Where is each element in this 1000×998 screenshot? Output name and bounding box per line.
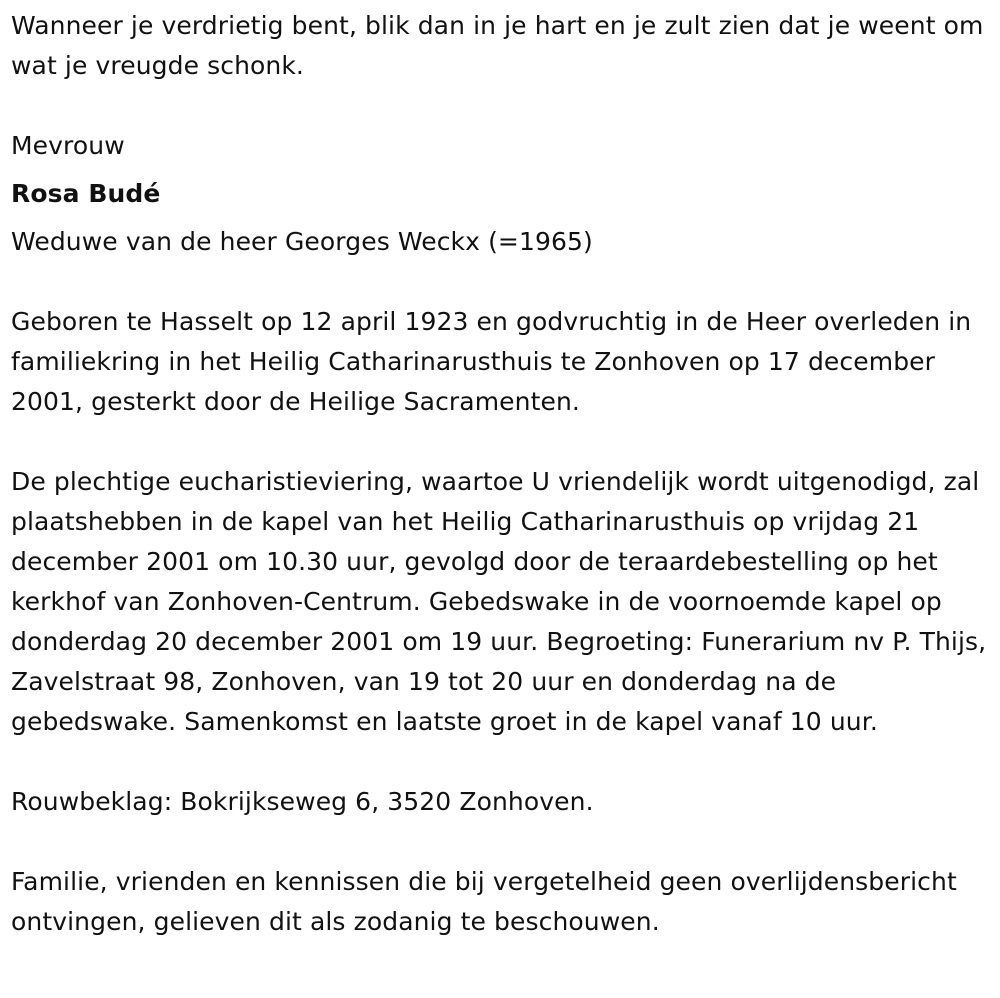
spacer: [11, 214, 991, 222]
spacer: [11, 262, 991, 302]
spacer: [11, 822, 991, 862]
salutation: Mevrouw: [11, 131, 125, 160]
spacer: [11, 86, 991, 126]
spacer: [11, 742, 991, 782]
condolences-address: Rouwbeklag: Bokrijkseweg 6, 3520 Zonhoven.: [11, 787, 594, 816]
ceremony-paragraph: De plechtige eucharistieviering, waartoe U vriendelijk wordt uitgenodigd, zal plaatshebben in de kapel van het Heilig Catharinarusthuis op vrijdag 21 december 2001 om 10.30 uur, gevolgd door de teraardebestelling op het kerkhof van Zonhoven-Centrum. Gebedswake in de voornoemde kapel op donderdag 20 december 2001 om 19 uur. Begroeting: Funerarium nv P. Thijs, Zavelstraat 98, Zonhoven, van 19 tot 20 uur en donderdag na de gebedswake. Samenkomst en laatste groet in de kapel vanaf 10 uur.: [11, 467, 987, 736]
death-notice: [11, 6, 991, 942]
closing-paragraph: Familie, vrienden en kennissen die bij vergetelheid geen overlijdensbericht ontvingen, gelieven dit als zodanig te beschouwen.: [11, 867, 957, 936]
spacer: [11, 422, 991, 462]
widow-of: Weduwe van de heer Georges Weckx (=1965): [11, 227, 593, 256]
spacer: [11, 166, 991, 174]
deceased-name: Rosa Budé: [11, 179, 161, 208]
birth-death-paragraph: Geboren te Hasselt op 12 april 1923 en godvruchtig in de Heer overleden in familiekring in het Heilig Catharinarusthuis te Zonhoven op 17 december 2001, gesterkt door de Heilige Sacramenten.: [11, 307, 972, 416]
opening-quote: Wanneer je verdrietig bent, blik dan in je hart en je zult zien dat je weent om wat je vreugde schonk.: [11, 11, 984, 80]
